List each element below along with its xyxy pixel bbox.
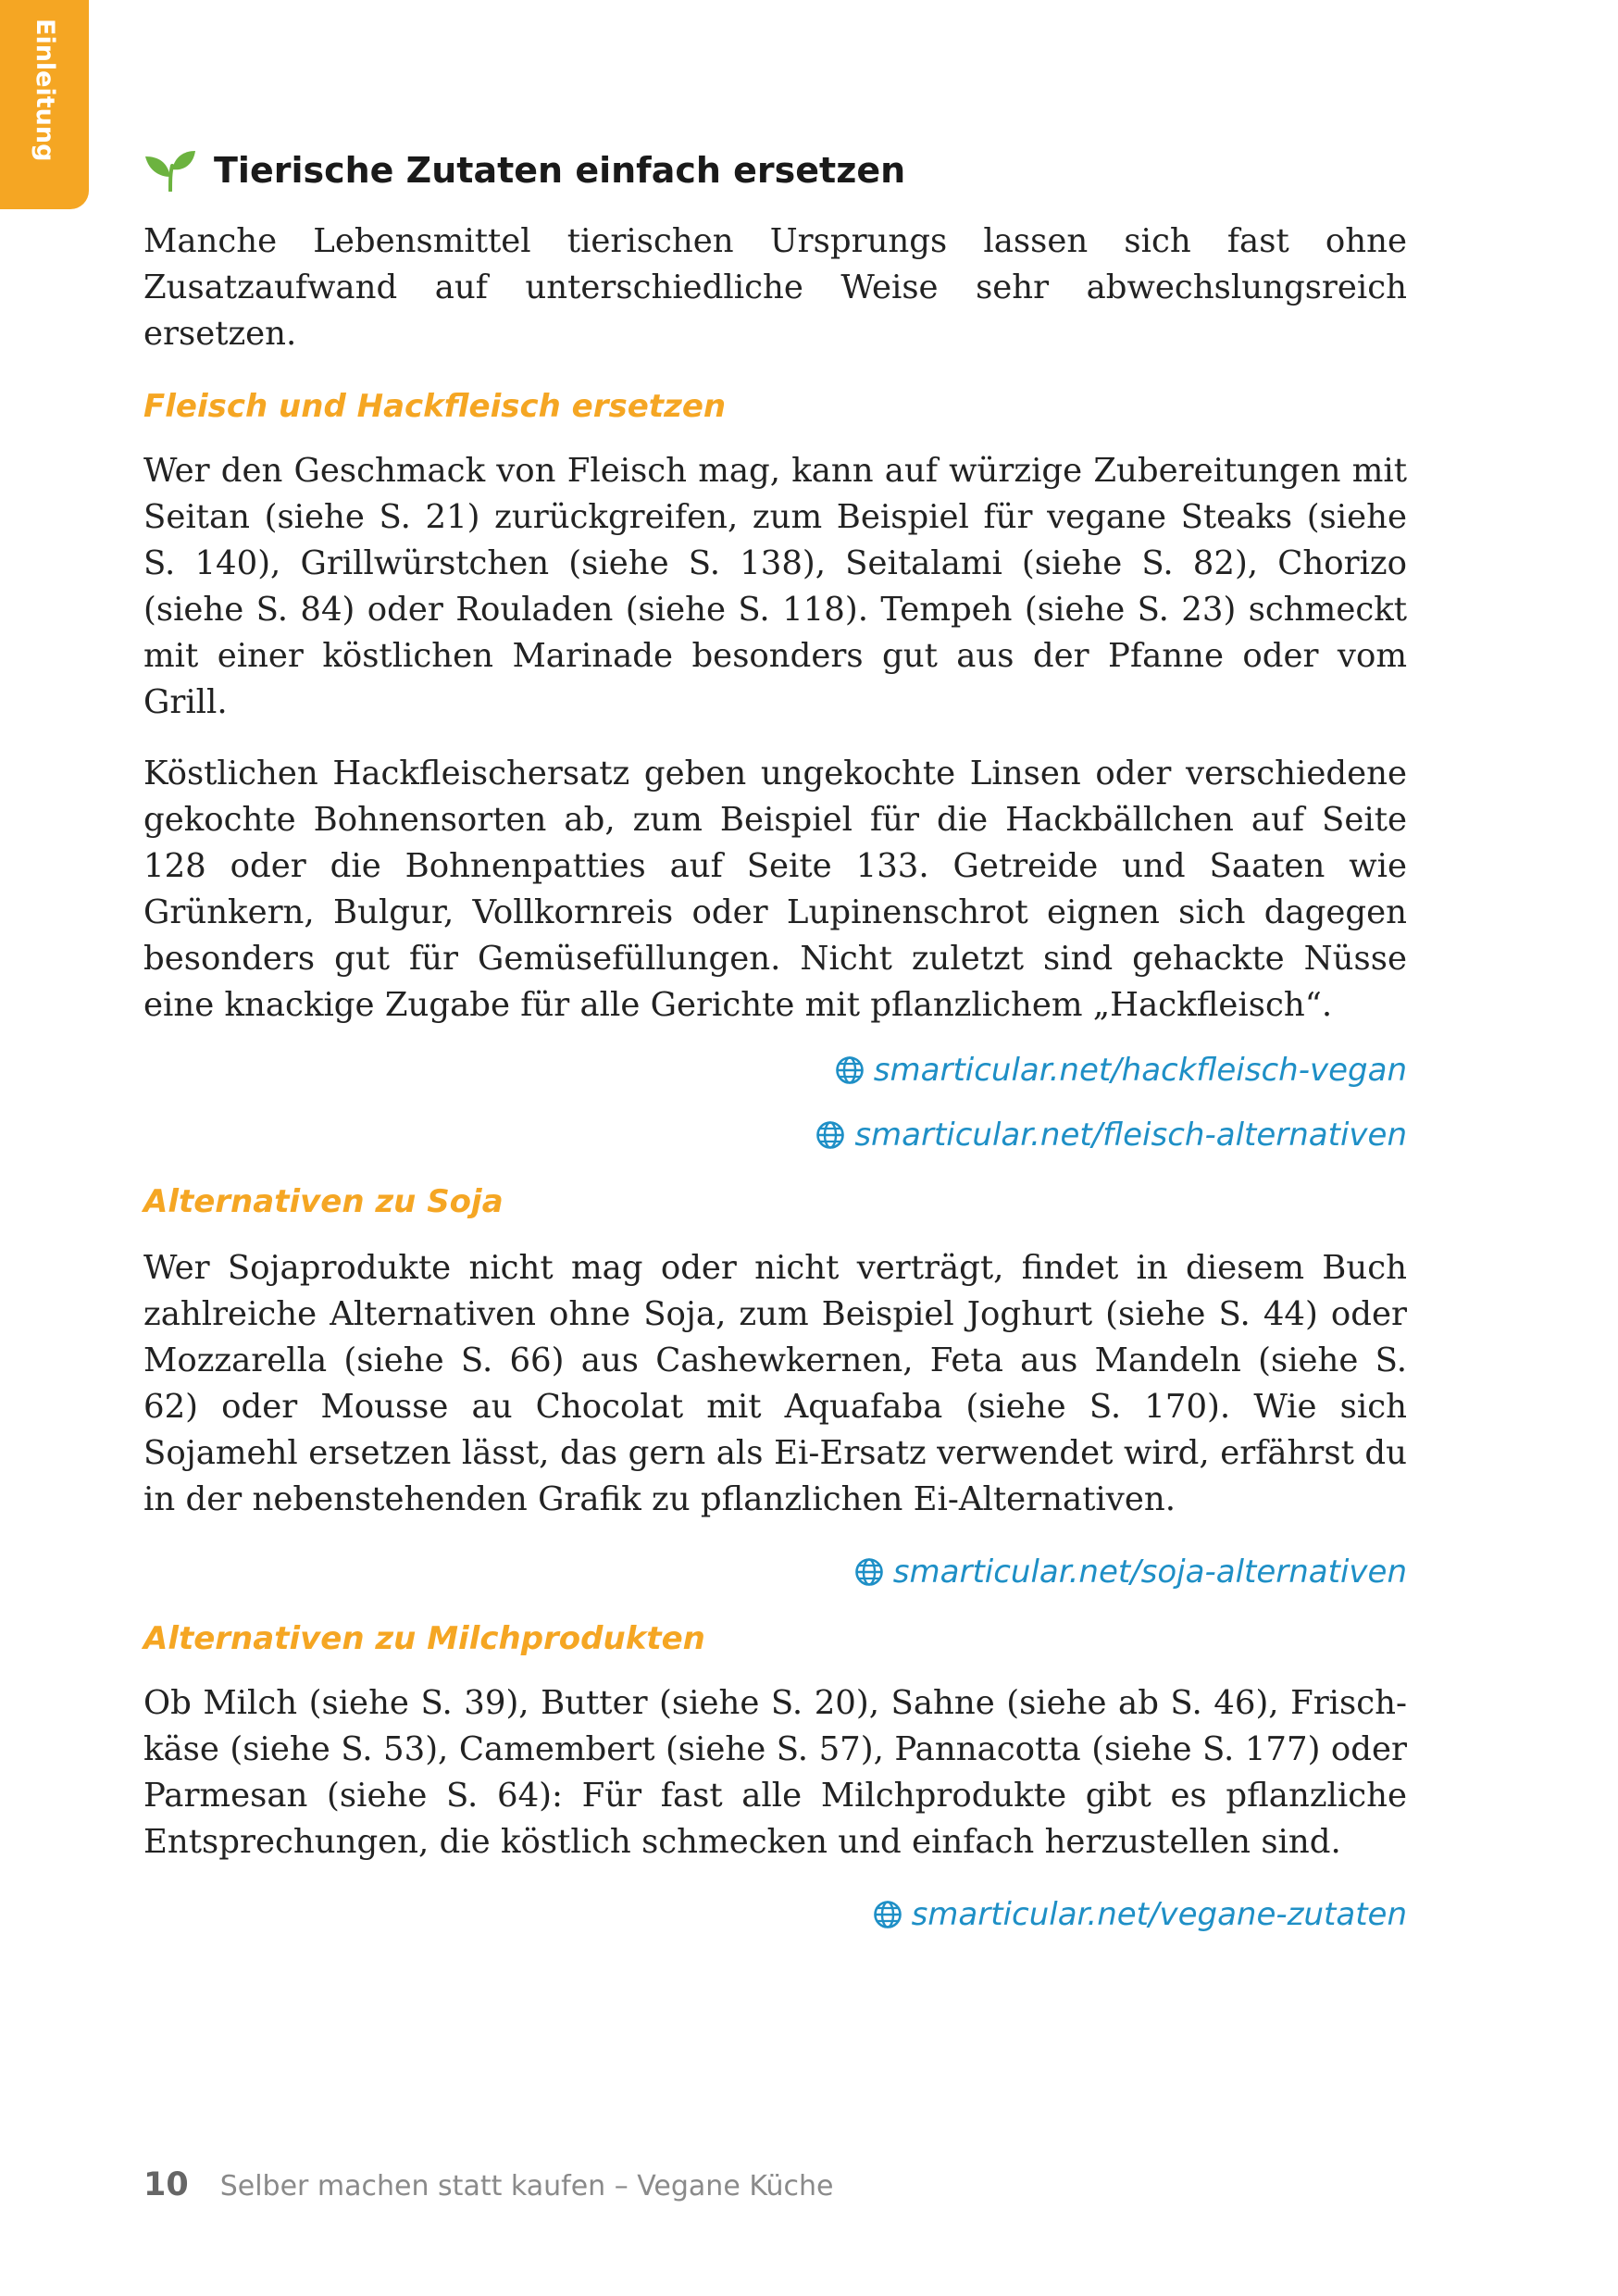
page-content [143, 141, 1407, 1938]
link-soja-alternativen[interactable] [854, 1554, 1407, 1591]
sprout-icon [143, 149, 197, 192]
chapter-tab-label: Einleitung [31, 19, 59, 162]
link-row-hackfleisch [143, 1047, 1407, 1093]
link-row-milch [143, 1891, 1407, 1938]
link-text: smarticular.net/soja-alternativen [892, 1554, 1407, 1591]
globe-icon [815, 1120, 845, 1150]
link-fleisch-alternativen[interactable] [815, 1117, 1407, 1154]
subheading-soja: Alternativen zu Soja [143, 1183, 504, 1220]
link-hackfleisch-vegan[interactable] [835, 1052, 1407, 1089]
link-text: smarticular.net/vegane-zutaten [911, 1896, 1407, 1933]
link-vegane-zutaten[interactable] [873, 1896, 1407, 1933]
paragraph-milch: Ob Milch (siehe S. 39), Butter (siehe S. 20), Sahne (siehe ab S. 46), Frischkäse (siehe S. 53), Camembert (siehe S. 57), Pannacotta (siehe S. 177) oder Parmesan (siehe S. 64): Für fast alle Milchprodukte gibt es pflanzliche Entsprechungen, die köstlich schmecken und einfach herzustellen sind. [143, 1684, 1407, 1861]
page-number: 10 [143, 2166, 189, 2203]
paragraph-fleisch-2: Köstlichen Hackfleischersatz geben ungekochte Linsen oder verschiedene gekochte Bohnensorten ab, zum Beispiel für die Hackbällchen auf Seite 128 oder die Bohnenpatties auf Seite 133. Getreide und Saaten wie Grünkern, Bulgur, Vollkornreis oder Lupinenschrot eignen sich dagegen besonders gut für Gemüsefüllungen. Nicht zuletzt sind gehackte Nüsse eine knackige Zugabe für alle Gerichte mit pflanzlichem „Hackfleisch“. [143, 755, 1407, 1024]
subheading-fleisch: Fleisch und Hackfleisch ersetzen [143, 388, 727, 425]
link-text: smarticular.net/hackfleisch-vegan [873, 1052, 1407, 1089]
page-footer [143, 2166, 833, 2203]
globe-icon [873, 1900, 902, 1929]
link-row-soja [143, 1549, 1407, 1595]
globe-icon [854, 1557, 884, 1587]
subheading-milch: Alternativen zu Milchprodukten [143, 1620, 705, 1657]
book-title: Selber machen statt kaufen – Vegane Küche [219, 2170, 834, 2202]
link-text: smarticular.net/fleisch-alternativen [854, 1117, 1407, 1154]
intro-paragraph: Manche Lebensmittel tierischen Ursprungs lassen sich fast ohne Zusatzaufwand auf unterschiedliche Weise sehr abwechslungsreich ersetzen. [143, 222, 1407, 353]
paragraph-fleisch-1: Wer den Geschmack von Fleisch mag, kann auf würzige Zubereitungen mit Seitan (siehe S. 21) zurückgreifen, zum Beispiel für vegane Steaks (siehe S. 140), Grillwürstchen (siehe S. 138), Seitalami (siehe S. 82), Chorizo (siehe S. 84) oder Rouladen (siehe S. 118). Tempeh (siehe S. 23) schmeckt mit einer köstlichen Marinade besonders gut aus der Pfanne oder vom Grill. [143, 452, 1407, 721]
section-title: Tierische Zutaten einfach ersetzen [214, 150, 906, 191]
globe-icon [835, 1055, 865, 1085]
link-row-fleisch-alternativen [143, 1112, 1407, 1158]
chapter-tab [0, 0, 89, 209]
paragraph-soja: Wer Sojaprodukte nicht mag oder nicht verträgt, findet in diesem Buch zahlreiche Alternativen ohne Soja, zum Beispiel Joghurt (siehe S. 44) oder Mozzarella (siehe S. 66) aus Cashewkernen, Feta aus Mandeln (siehe S. 62) oder Mousse au Chocolat mit Aquafaba (siehe S. 170). Wie sich Sojamehl ersetzen lässt, das gern als Ei-Ersatz verwendet wird, erfährst du in der nebenstehenden Grafik zu pflanzlichen Ei-Alternativen. [143, 1249, 1407, 1518]
section-heading [143, 141, 1407, 200]
